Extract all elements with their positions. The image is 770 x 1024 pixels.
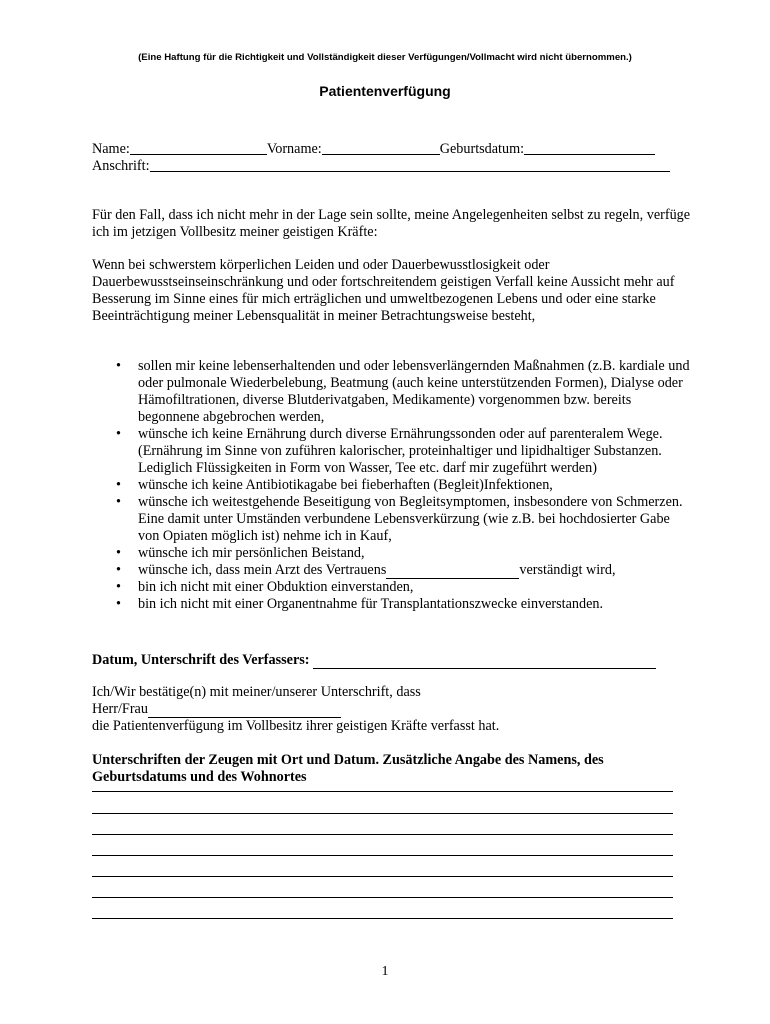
list-item — [92, 562, 692, 579]
signature-field[interactable] — [313, 655, 656, 669]
bullet-icon: • — [116, 494, 121, 510]
confirmation-line-3: die Patientenverfügung im Vollbesitz ihrer geistigen Kräfte verfasst hat. — [92, 718, 500, 734]
doctor-name-field[interactable] — [386, 565, 519, 579]
vorname-field[interactable] — [322, 141, 440, 155]
geburtsdatum-field[interactable] — [524, 141, 655, 155]
confirmation-line-1: Ich/Wir bestätige(n) mit meiner/unserer Unterschrift, dass — [92, 684, 421, 700]
witness-line-7[interactable] — [92, 918, 673, 919]
bullet-icon: • — [116, 477, 121, 493]
intro-paragraph: Für den Fall, dass ich nicht mehr in der Lage sein sollte, meine Angelegenheiten selbst zu regeln, verfüge ich im jetzigen Vollbesitz meiner geistigen Kräfte: — [92, 207, 691, 240]
signature-row — [92, 652, 692, 669]
list-item — [92, 477, 692, 494]
witness-line-1[interactable] — [92, 791, 673, 792]
name-row — [92, 141, 682, 158]
bullet-icon: • — [116, 596, 121, 612]
witness-line-4[interactable] — [92, 855, 673, 856]
disclaimer: (Eine Haftung für die Richtigkeit und Vollständigkeit dieser Verfügungen/Vollmacht wird nicht übernommen.) — [138, 52, 632, 63]
bullet-icon: • — [116, 562, 121, 578]
list-item — [92, 426, 692, 477]
list-item-text: wünsche ich, dass mein Arzt des Vertrauens — [138, 562, 387, 578]
bullet-icon: • — [116, 358, 121, 374]
name-field[interactable] — [130, 141, 267, 155]
condition-paragraph: Wenn bei schwerstem körperlichen Leiden und oder Dauerbewusstlosigkeit oder Dauerbewusstseinseinschränkung und oder fortschreitendem geistigen Verfall keine Aussicht mehr auf Besserung im Sinne eines für mich erträglichen und umweltbezogenen Lebens und oder eine starke Beeinträchtigung meiner Lebensqualität in meiner Betrachtungsweise besteht, — [92, 257, 675, 324]
anschrift-row — [92, 158, 682, 175]
anschrift-field[interactable] — [150, 158, 670, 172]
vorname-label: Vorname: — [266, 141, 322, 157]
list-item-text: sollen mir keine lebenserhaltenden und oder lebensverlängernden Maßnahmen (z.B. kardiale und oder pulmonale Wiederbelebung, Beatmung (auch keine unterstützenden Formen), Dialyse oder Hämofiltrationen, diverse Blutderivatgaben, Medikamente) vorgenommen bzw. bereits begonnene abgebrochen werden, — [138, 358, 690, 425]
list-item — [92, 596, 692, 613]
list-item — [92, 579, 692, 596]
document-title: Patientenverfügung — [319, 83, 451, 99]
bullet-icon: • — [116, 426, 121, 442]
witness-line-6[interactable] — [92, 897, 673, 898]
list-item — [92, 494, 692, 545]
bullet-icon: • — [116, 545, 121, 561]
list-item-text: wünsche ich keine Ernährung durch diverse Ernährungssonden oder auf parenteralem Wege. (Ernährung im Sinne von zuführen kalorischer, proteinhaltiger und lipidhaltiger Substanzen. Lediglich Flüssigkeiten in Form von Wasser, Tee etc. darf mir zugeführt werden) — [138, 426, 663, 476]
witness-line-5[interactable] — [92, 876, 673, 877]
name-label: Name: — [92, 141, 130, 157]
list-item-text: wünsche ich weitestgehende Beseitigung von Begleitsymptomen, insbesondere von Schmerzen. Eine damit unter Umständen verbundene Lebensverkürzung (wie z.B. bei hochdosierter Gabe von Opiaten möglich ist) nehme ich in Kauf, — [138, 494, 683, 544]
list-item-text: wünsche ich mir persönlichen Beistand, — [138, 545, 365, 561]
directive-list — [92, 358, 692, 613]
geburtsdatum-label: Geburtsdatum: — [439, 141, 525, 157]
herr-frau-label: Herr/Frau — [92, 701, 148, 717]
herr-frau-field[interactable] — [148, 704, 341, 718]
signature-label: Datum, Unterschrift des Verfassers: — [92, 652, 310, 668]
list-item-text: bin ich nicht mit einer Obduktion einverstanden, — [138, 579, 414, 595]
anschrift-label: Anschrift: — [92, 158, 150, 174]
personal-data-fields — [92, 141, 682, 175]
witness-heading: Unterschriften der Zeugen mit Ort und Datum. Zusätzliche Angabe des Namens, des Geburtsdatums und des Wohnortes — [92, 752, 604, 785]
list-item-text: wünsche ich keine Antibiotikagabe bei fieberhaften (Begleit)Infektionen, — [138, 477, 553, 493]
witness-line-2[interactable] — [92, 813, 673, 814]
list-item-suffix: verständigt wird, — [519, 562, 616, 578]
confirmation-line-2 — [92, 701, 692, 718]
bullet-icon: • — [116, 579, 121, 595]
list-item — [92, 545, 692, 562]
confirmation-block — [92, 684, 692, 735]
list-item — [92, 358, 692, 426]
page-number: 1 — [381, 964, 389, 979]
list-item-text: bin ich nicht mit einer Organentnahme für Transplantationszwecke einverstanden. — [138, 596, 604, 612]
witness-line-3[interactable] — [92, 834, 673, 835]
